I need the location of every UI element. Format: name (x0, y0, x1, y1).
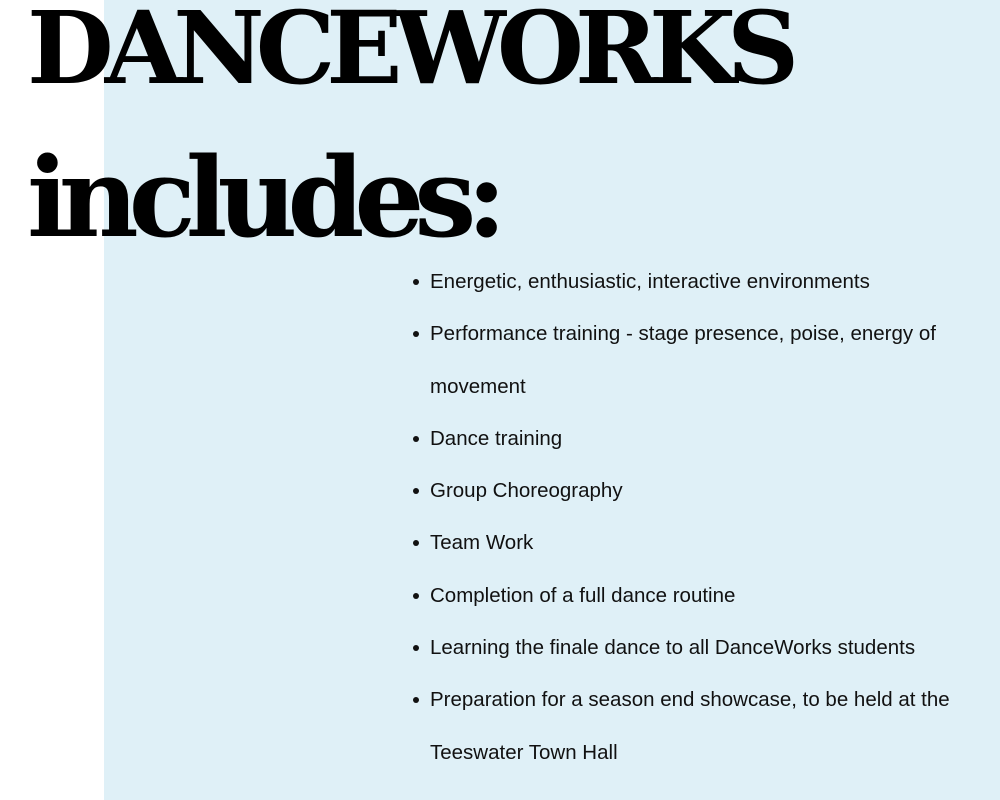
feature-item-team-work: Team Work (430, 517, 980, 569)
feature-item-finale-dance: Learning the finale dance to all DanceWorks students (430, 622, 980, 674)
feature-item-performance-training: Performance training - stage presence, poise, energy of movement (430, 308, 980, 413)
feature-item-environments: Energetic, enthusiastic, interactive environments (430, 256, 980, 308)
feature-item-showcase: Preparation for a season end showcase, to be held at the Teeswater Town Hall (430, 674, 980, 779)
features-list (430, 256, 980, 779)
feature-item-group-choreography: Group Choreography (430, 465, 980, 517)
feature-item-dance-routine: Completion of a full dance routine (430, 570, 980, 622)
feature-item-dance-training: Dance training (430, 413, 980, 465)
heading-subtitle: includes: (27, 133, 497, 262)
heading-title: DANCEWORKS (27, 0, 791, 107)
